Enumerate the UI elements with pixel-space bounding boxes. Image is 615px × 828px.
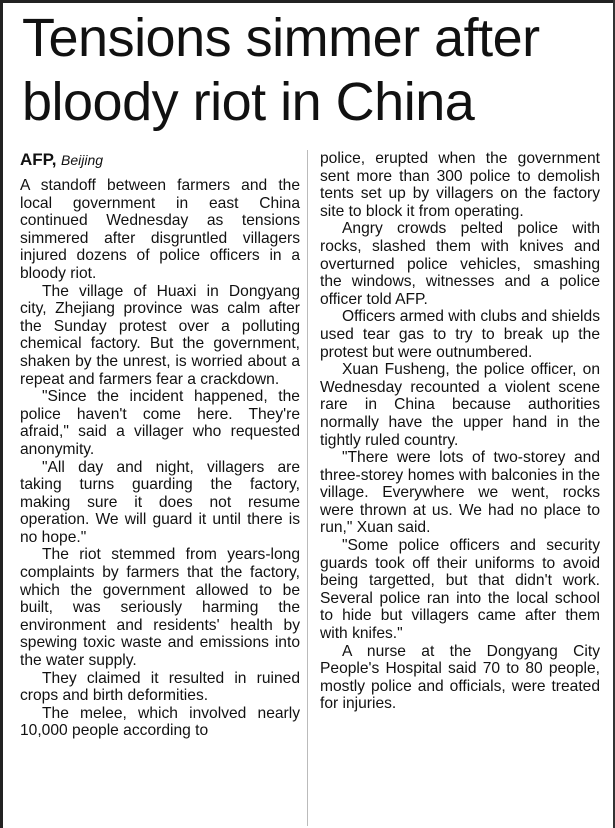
paragraph: A nurse at the Dongyang City People's Hospital said 70 to 80 people, mostly police and officials, were treated for injuries. (320, 642, 600, 713)
paragraph: "Some police officers and security guards took off their uniforms to avoid being targetted, but that didn't work. Several police ran into the local school to hide but villagers came after them with knifes." (320, 537, 600, 643)
paragraph: police, erupted when the government sent more than 300 police to demolish tents set up by villagers on the factory site to block it from operating. (320, 150, 600, 220)
top-border (0, 0, 615, 3)
paragraph: The melee, which involved nearly 10,000 people according to (20, 704, 300, 740)
dateline-city: Beijing (61, 152, 104, 168)
paragraph: Xuan Fusheng, the police officer, on Wednesday recounted a violent scene rare in China because authorities normally have the upper hand in the tightly ruled country. (320, 361, 600, 449)
paragraph: The village of Huaxi in Dongyang city, Zhejiang province was calm after the Sunday protest over a polluting chemical factory. But the government, shaken by the unrest, is worried about a repeat and farmers fear a crackdown. (20, 282, 300, 388)
paragraph: "There were lots of two-storey and three-storey homes with balconies in the village. Everywhere we went, rocks were thrown at us. We had no place to run," Xuan said. (320, 449, 600, 537)
headline: Tensions simmer after bloody riot in China (22, 8, 540, 132)
dateline (20, 150, 300, 171)
left-column (20, 150, 300, 826)
paragraph: Officers armed with clubs and shields used tear gas to try to break up the protest but were outnumbered. (320, 308, 600, 361)
paragraph: Angry crowds pelted police with rocks, slashed them with knives and overturned police vehicles, smashing the windows, witnesses and a police officer told AFP. (320, 220, 600, 308)
right-column (320, 150, 600, 826)
article-body (20, 150, 600, 826)
paragraph: "Since the incident happened, the police haven't come here. They're afraid," said a villager who requested anonymity. (20, 388, 300, 458)
left-border (0, 0, 3, 828)
paragraph: "All day and night, villagers are taking turns guarding the factory, making sure it does not resume operation. We will guard it until there is no hope." (20, 458, 300, 546)
dateline-agency: AFP, (20, 150, 57, 169)
paragraph: The riot stemmed from years-long complaints by farmers that the factory, which the government allowed to be built, was seriously harming the environment and residents' health by spewing toxic waste and emissions into the water supply. (20, 546, 300, 670)
paragraph: They claimed it resulted in ruined crops and birth deformities. (20, 669, 300, 705)
paragraph: A standoff between farmers and the local government in east China continued Wednesday as tensions simmered after disgruntled villagers injured dozens of police officers in a bloody riot. (20, 177, 300, 282)
